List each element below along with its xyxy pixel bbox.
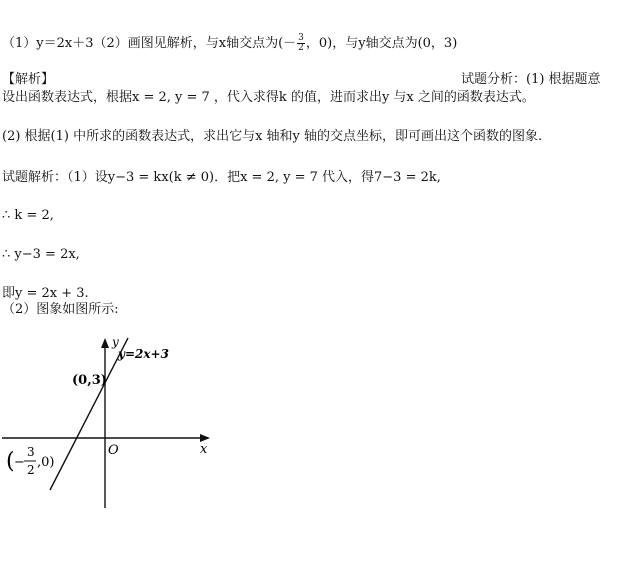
analysis-part-2: (2) 根据(1) 中所求的函数表达式，求出它与x 轴和y 轴的交点坐标，即可画出这个函数的图象. [2,129,543,144]
origin-label: O [108,443,119,458]
x-intercept-numerator: 3 [27,445,35,459]
solution-step-3: ∴ y−3 = 2x, [2,247,80,262]
solution-step-5: （2）图象如图所示: [2,302,119,317]
x-intercept-open-paren: ( [6,449,15,474]
function-graph [0,330,230,530]
solution-step-4: 即y = 2x + 3. [2,286,89,301]
y-axis-label: y [112,335,119,349]
answer-fraction [297,34,305,53]
analysis-label: 试题分析：(1) 根据题意 [461,72,601,87]
solution-step-2: ∴ k = 2, [2,208,54,223]
y-axis-arrow [101,338,109,348]
answer-line [2,34,457,53]
x-intercept-denominator: 2 [27,463,35,477]
function-line [50,338,128,490]
x-axis-arrow [200,434,210,442]
answer-part-a: （1）y＝2x＋3（2）画图见解析，与x轴交点为(－ [2,36,297,51]
analysis-continuation: 设出函数表达式，根据x = 2, y = 7 ，代入求得k 的值，进而求出y 与x 之间的函数表达式。 [2,90,535,105]
line-equation-label: y=2x+3 [118,347,169,361]
answer-fraction-denominator: 2 [298,43,304,53]
y-intercept-label: (0,3) [72,373,107,388]
analysis-heading: 【解析】 [2,72,55,87]
x-intercept-minus: − [14,455,25,470]
solution-step-1: 试题解析：（1）设y−3 = kx(k ≠ 0)．把x = 2, y = 7 代入，得7−3 = 2k, [2,170,441,185]
answer-part-b: ，0)，与y轴交点为(0，3) [305,36,458,51]
x-intercept-label [6,445,54,477]
answer-fraction-numerator: 3 [298,33,304,43]
x-axis-label: x [200,442,208,457]
x-intercept-close: ,0) [37,455,55,470]
